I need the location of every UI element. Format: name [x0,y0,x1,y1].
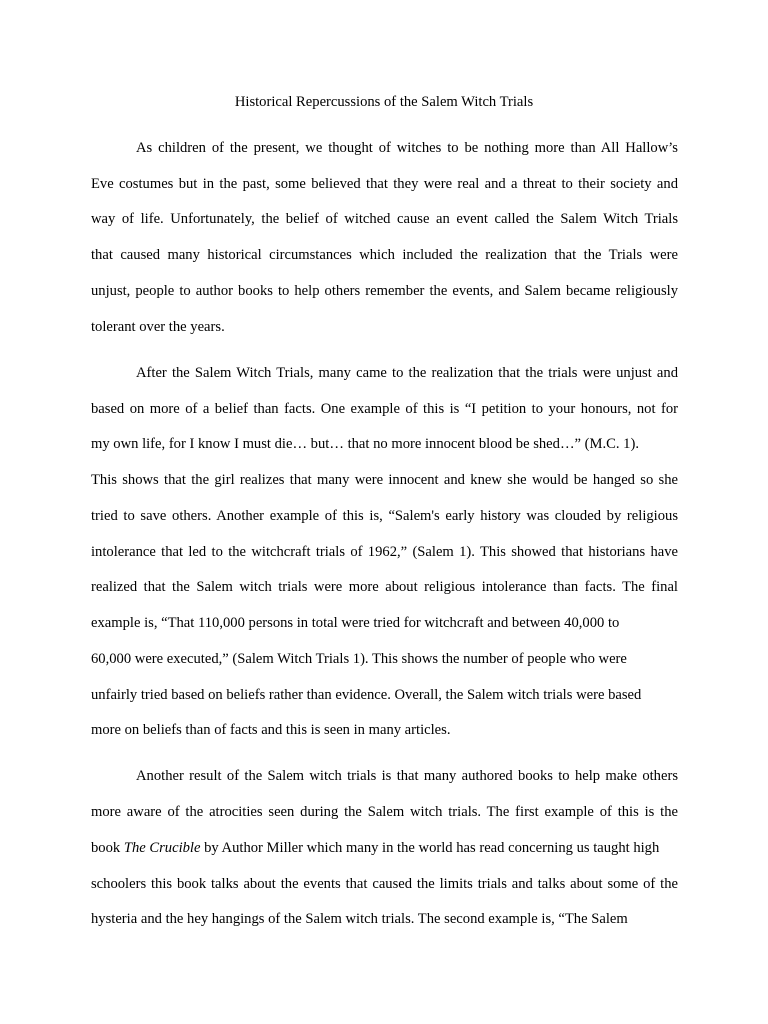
text-line: 60,000 were executed,” (Salem Witch Trials 1). This shows the number of people who were [91,651,627,667]
text-line: Another result of the Salem witch trials is that many authored books to help make others [136,768,678,784]
text-line: This shows that the girl realizes that many were innocent and knew she would be hanged so she [91,472,678,488]
book-title: The Crucible [123,840,201,856]
text-line: that caused many historical circumstances which included the realization that the Trials were [91,247,678,263]
text-line: more aware of the atrocities seen during the Salem witch trials. The first example of this is the [91,804,678,820]
text-line: intolerance that led to the witchcraft trials of 1962,” (Salem 1). This showed that historians have [91,544,678,560]
text-line: unjust, people to author books to help others remember the events, and Salem became religiously [91,283,678,299]
document-title: Historical Repercussions of the Salem Witch Trials [234,94,534,110]
text-line: tried to save others. Another example of this is, “Salem's early history was clouded by religious [91,508,678,524]
text-line: unfairly tried based on beliefs rather than evidence. Overall, the Salem witch trials were based [91,687,642,703]
text-line: hysteria and the hey hangings of the Salem witch trials. The second example is, “The Salem [91,911,628,927]
text-line: example is, “That 110,000 persons in total were tried for witchcraft and between 40,000 to [91,615,620,631]
text-line: As children of the present, we thought of witches to be nothing more than All Hallow’s [136,140,678,156]
text-line: After the Salem Witch Trials, many came to the realization that the trials were unjust and [136,365,678,381]
text-line: my own life, for I know I must die… but… that no more innocent blood be shed…” (M.C. 1). [91,436,639,452]
text-line: way of life. Unfortunately, the belief of witched cause an event called the Salem Witch Trials [91,211,678,227]
text-segment: book [91,840,124,856]
text-line: tolerant over the years. [91,319,225,335]
text-line: realized that the Salem witch trials were more about religious intolerance than facts. The final [91,579,678,595]
text-line: Eve costumes but in the past, some believed that they were real and a threat to their society and [91,176,678,192]
text-line [91,838,659,858]
text-line: based on more of a belief than facts. One example of this is “I petition to your honours, not for [91,401,678,417]
text-line: more on beliefs than of facts and this is seen in many articles. [91,722,451,738]
text-segment: by Author Miller which many in the world has read concerning us taught high [200,840,660,856]
text-line: schoolers this book talks about the events that caused the limits trials and talks about some of the [91,876,678,892]
